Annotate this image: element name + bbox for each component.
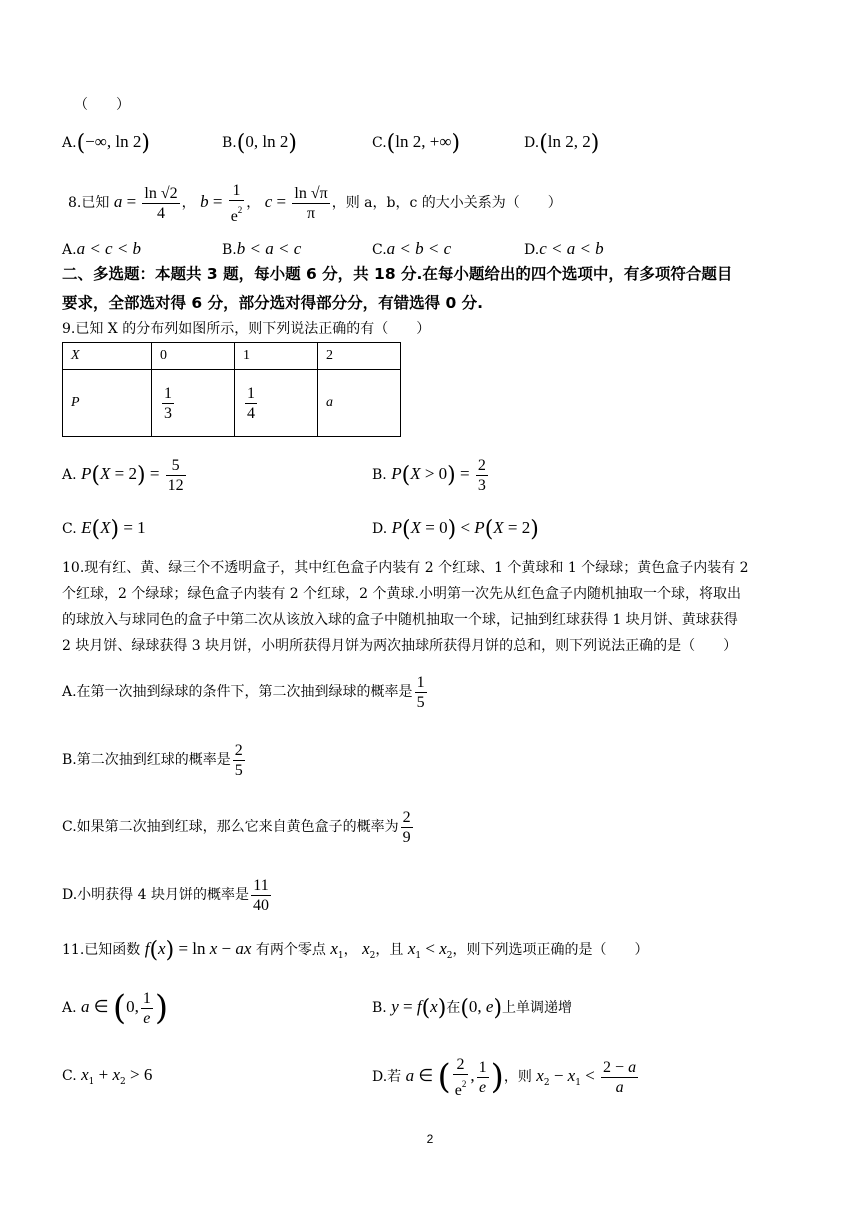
table-row [63,343,401,370]
q8-frac-b: $\frac{1}{e^2}$ [230,181,243,225]
q10-line4: 2 块月饼、绿球获得 3 块月饼，小明所获得月饼为两次抽球所获得月饼的总和，则下列说法正确的是（ ） [62,638,738,654]
table-header-0: 0 [152,343,235,370]
q10-option-a-text: A.在第一次抽到绿球的条件下，第二次抽到绿球的概率是 [62,684,413,700]
q10-line2: 个红球，2 个绿球；绿色盒子内装有 2 个红球，2 个黄球.小明第一次先从红色盒子内随机抽取一个球，将取出 [62,586,741,602]
q7-option-b: B.(0, ln 2) [222,131,297,156]
q10-option-c: C.如果第二次抽到红球，那么它来自黄色盒子的概率为 $\frac{2}{9}$ [62,808,411,846]
q8-option-a: A.a < c < b [62,239,142,258]
table-header-1: 1 [235,343,318,370]
q9-stem: 9.已知 X 的分布列如图所示，则下列说法正确的有（ ） [62,321,431,337]
q11-option-b: B. y = f(x)在(0, e)上单调递增 [372,996,573,1021]
q9-option-b: B. P(X > 0) = $\frac{2}{3}$ [372,456,486,494]
table-cell-p2: a [318,370,401,437]
q11-option-a: A. a ∈ (0, $\frac{1}{e}$ ) [62,988,169,1028]
table-header-2: 2 [318,343,401,370]
q10-option-b-text: B.第二次抽到红球的概率是 [62,752,231,768]
q10-line3: 的球放入与球同色的盒子中第二次从该放入球的盒子中随机抽取一个球，记抽到红球获得 1 块月饼、黄球获得 [62,612,738,628]
q10-option-c-text: C.如果第二次抽到红球，那么它来自黄色盒子的概率为 [62,819,399,835]
q11-stem: 11.已知函数 f(x) = ln x − ax 有两个零点 $x_1$， $x_2$，且 $x_1 < x_2$，则下列选项正确的是（ ） [62,938,649,963]
q10-option-d: D.小明获得 4 块月饼的概率是 $\frac{11}{40}$ [62,876,269,914]
q8-option-b: B.b < a < c [222,239,302,258]
page-number: 2 [426,1132,434,1146]
section2-line1: 二、多选题：本题共 3 题，每小题 6 分，共 18 分.在每小题给出的四个选项中，有多项符合题目 [62,265,733,283]
q7-option-d: D.(ln 2, 2) [524,131,600,156]
q8-option-c: C.a < b < c [372,239,452,258]
section2-line2: 要求，全部选对得 6 分，部分选对得部分分，有错选得 0 分. [62,294,484,312]
q7-option-a: A.(−∞, ln 2) [62,131,150,156]
q11-option-c: C. $x_1 + x_2 > 6$ [62,1065,153,1087]
q8-stem-suffix: ，则 a，b，c 的大小关系为（ ） [331,195,562,211]
q7-paren: （ ） [74,97,130,113]
q7-option-c: C.(ln 2, +∞) [372,131,461,156]
q10-option-b: B.第二次抽到红球的概率是 $\frac{2}{5}$ [62,741,243,779]
table-row-label-p: P [63,370,152,437]
q8-frac-c: $\frac{\ln √\pi}{\pi}$ [294,184,328,222]
q10-option-a: A.在第一次抽到绿球的条件下，第二次抽到绿球的概率是 $\frac{1}{5}$ [62,673,425,711]
q10-option-d-text: D.小明获得 4 块月饼的概率是 [62,887,249,903]
q9-option-d: D. P(X = 0) < P(X = 2) [372,517,539,542]
q9-distribution-table [62,342,401,437]
q8-stem: 8.已知 a = $\frac{\ln √2}{4}$ ， b = $\frac{1}{e^2}$ ， c = $\frac{\ln √\pi}{\pi}$ ，则 a，b，c 的大小关系为（ ） [68,181,562,225]
q9-option-a: A. P(X = 2) = $\frac{5}{12}$ [62,456,184,494]
q8-stem-prefix: 8.已知 [68,195,110,211]
table-row [63,370,401,437]
q8-option-d: D.c < a < b [524,239,604,258]
q8-frac-a: $\frac{\ln √2}{4}$ [144,184,178,222]
table-cell-p0: $\frac{1}{3}$ [152,370,235,437]
q9-option-c: C. E(X) = 1 [62,517,146,542]
table-header-x: X [63,343,152,370]
table-cell-p1: $\frac{1}{4}$ [235,370,318,437]
q10-line1: 10.现有红、黄、绿三个不透明盒子，其中红色盒子内装有 2 个红球、1 个黄球和 1 个绿球；黄色盒子内装有 2 [62,560,749,576]
q11-option-d: D.若 a ∈ ( $\frac{2}{e^2}$ , $\frac{1}{e}$ )，则 $x_2 - x_1$ < $\frac{2 - a}{a}$ [372,1055,637,1099]
